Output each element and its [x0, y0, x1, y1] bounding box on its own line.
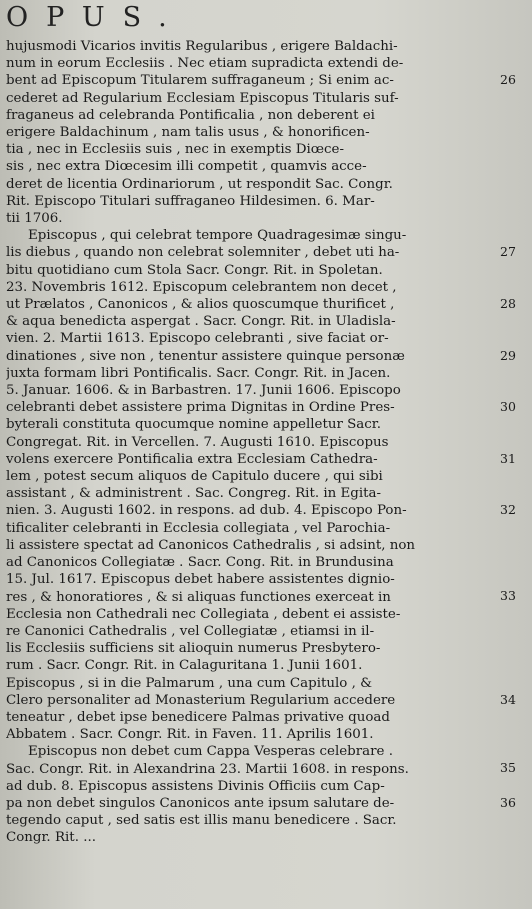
text-line: nien. 3. Augusti 1602. in respons. ad dub. 4. Episcopo Pon-: [6, 503, 407, 519]
text-line: tii 1706.: [6, 211, 63, 227]
text-line: volens exercere Pontificalia extra Ecclesiam Cathedra-: [6, 451, 378, 467]
margin-number: 28: [500, 296, 516, 311]
text-line: 23. Novembris 1612. Episcopum celebrantem non decet ,: [6, 279, 397, 295]
text-line: Clero personaliter ad Monasterium Regularium accedere: [6, 692, 396, 708]
text-line: tificaliter celebranti in Ecclesia collegiata , vel Parochia-: [6, 520, 391, 536]
text-line: ad dub. 8. Episcopus assistens Divinis Officiis cum Cap-: [6, 778, 385, 794]
text-line: num in eorum Ecclesiis . Nec etiam supradicta extendi de-: [6, 56, 404, 72]
text-line: Congr. Rit. ...: [6, 830, 96, 846]
text-line: Sac. Congr. Rit. in Alexandrina 23. Martii 1608. in respons.: [6, 761, 409, 777]
text-line: ut Prælatos , Canonicos , & alios quoscumque thurificet ,: [6, 297, 395, 313]
text-line: juxta formam libri Pontificalis. Sacr. Congr. Rit. in Jacen.: [6, 365, 391, 381]
text-line: vien. 2. Martii 1613. Episcopo celebranti , sive faciat or-: [6, 331, 389, 347]
margin-number: 27: [500, 244, 516, 260]
text-line: pa non debet singulos Canonicos ante ipsum salutare de-: [6, 795, 395, 811]
body-text: [6, 38, 492, 847]
running-header: OPUS.: [6, 2, 185, 33]
text-line: assistant , & administrent . Sac. Congreg. Rit. in Egita-: [6, 486, 382, 502]
text-line: deret de licentia Ordinariorum , ut respondit Sac. Congr.: [6, 176, 393, 192]
text-line: & aqua benedicta aspergat . Sacr. Congr. Rit. in Uladisla-: [6, 314, 396, 330]
text-line: dinationes , sive non , tenentur assistere quinque personæ: [6, 348, 405, 364]
text-line: lis Ecclesiis sufficiens sit alioquin numerus Presbytero-: [6, 641, 381, 657]
text-line: Congregat. Rit. in Vercellen. 7. Augusti 1610. Episcopus: [6, 434, 389, 450]
margin-number: 36: [500, 794, 516, 810]
margin-number: 26: [500, 72, 516, 88]
text-line: Episcopus , qui celebrat tempore Quadragesimæ singu-: [28, 228, 407, 244]
text-line: res , & honoratiores , & si aliquas functiones exerceat in: [6, 589, 391, 605]
text-line: fraganeus ad celebranda Pontificalia , non deberent ei: [6, 107, 375, 123]
margin-number: 30: [500, 399, 516, 415]
text-line: Ecclesia non Cathedrali nec Collegiata , debent ei assiste-: [6, 606, 401, 622]
text-line: bitu quotidiano cum Stola Sacr. Congr. Rit. in Spoletan.: [6, 262, 383, 278]
text-line: ad Canonicos Collegiatæ . Sacr. Cong. Rit. in Brundusina: [6, 555, 394, 571]
text-line: sis , nec extra Diœcesim illi competit , quamvis acce-: [6, 159, 367, 175]
text-line: hujusmodi Vicarios invitis Regularibus , erigere Baldachi-: [6, 39, 398, 54]
text-line: lis diebus , quando non celebrat solemniter , debet uti ha-: [6, 245, 400, 261]
text-line: 5. Januar. 1606. & in Barbastren. 17. Junii 1606. Episcopo: [6, 383, 401, 399]
text-line: 15. Jul. 1617. Episcopus debet habere assistentes dignio-: [6, 572, 395, 588]
margin-number: 29: [500, 347, 516, 363]
text-line: bent ad Episcopum Titularem suffraganeum ; Si enim ac-: [6, 73, 394, 89]
margin-number: 34: [500, 691, 516, 707]
text-line: erigere Baldachinum , nam talis usus , & honorificen-: [6, 125, 370, 141]
text-line: Episcopus non debet cum Cappa Vesperas celebrare .: [28, 744, 393, 760]
text-line: tegendo caput , sed satis est illis manu benedicere . Sacr.: [6, 813, 397, 829]
margin-number: 32: [500, 502, 516, 518]
text-line: teneatur , debet ipse benedicere Palmas privative quoad: [6, 709, 390, 725]
text-line: rum . Sacr. Congr. Rit. in Calaguritana 1. Junii 1601.: [6, 658, 363, 674]
margin-number: 35: [500, 760, 516, 776]
text-line: Abbatem . Sacr. Congr. Rit. in Faven. 11. Aprilis 1601.: [6, 727, 374, 743]
text-line: lem , potest secum aliquos de Capitulo ducere , qui sibi: [6, 469, 383, 485]
margin-number: 33: [500, 588, 516, 604]
text-line: byterali constituta quocumque nomine appelletur Sacr.: [6, 417, 381, 433]
text-line: cederet ad Regularium Ecclesiam Episcopus Titularis suf-: [6, 90, 399, 106]
text-line: Episcopus , si in die Palmarum , una cum Capitulo , &: [6, 675, 373, 691]
text-line: re Canonici Cathedralis , vel Collegiatæ , etiamsi in il-: [6, 623, 375, 639]
margin-number: 31: [500, 450, 516, 466]
text-line: celebranti debet assistere prima Dignitas in Ordine Pres-: [6, 400, 395, 416]
text-line: tia , nec in Ecclesiis suis , nec in exemptis Diœce-: [6, 142, 344, 158]
text-line: li assistere spectat ad Canonicos Cathedralis , si adsint, non: [6, 537, 416, 553]
text-line: Rit. Episcopo Titulari suffraganeo Hildesimen. 6. Mar-: [6, 193, 375, 209]
